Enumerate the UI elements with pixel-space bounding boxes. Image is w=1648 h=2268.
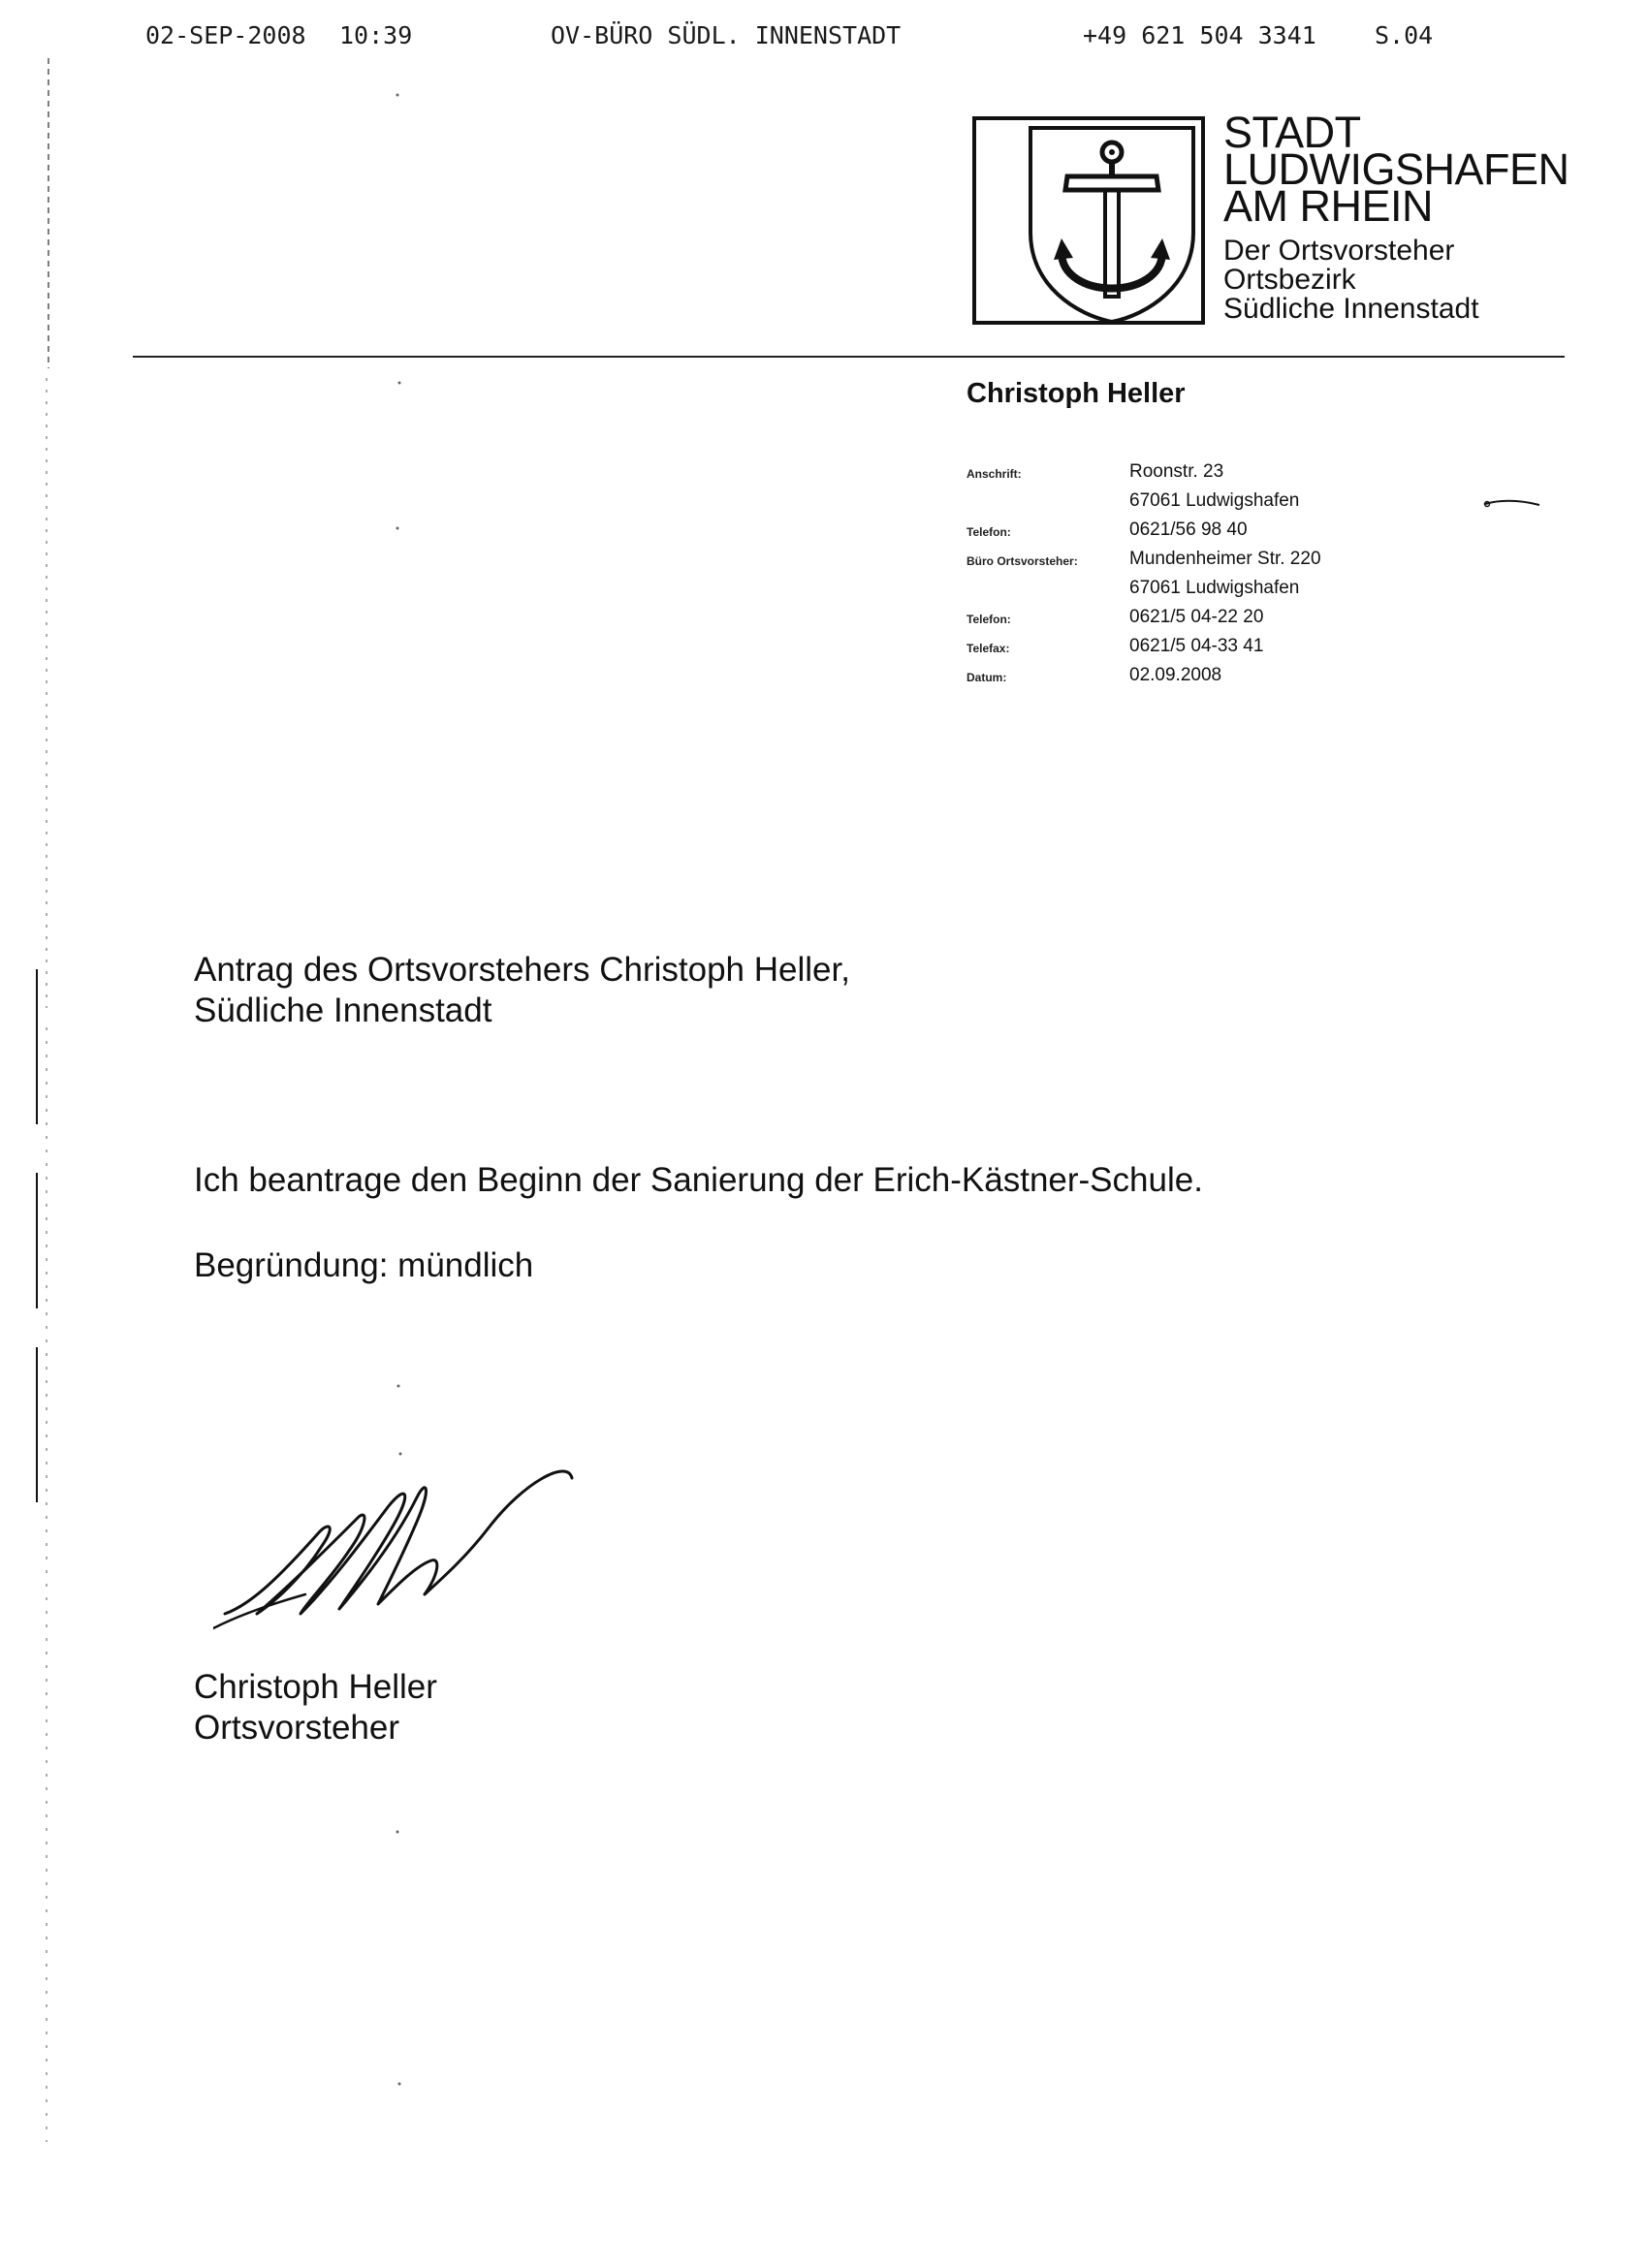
sender-name: Christoph Heller (967, 378, 1186, 409)
detail-row (967, 490, 1509, 520)
office-line-3: Südliche Innenstadt (1223, 293, 1479, 325)
city-name-line-3: AM RHEIN (1223, 181, 1434, 231)
city-name-line-2: LUDWIGSHAFEN (1223, 144, 1569, 194)
detail-value: 02.09.2008 (1129, 665, 1222, 685)
detail-row (967, 549, 1509, 578)
detail-label: Datum: (967, 671, 1007, 684)
detail-label: Telefon: (967, 525, 1011, 539)
handwritten-arrow-mark (1483, 496, 1541, 510)
letterhead (1223, 108, 1631, 325)
detail-value: 67061 Ludwigshafen (1129, 490, 1300, 511)
subject-line-1: Antrag des Ortsvorstehers Christoph Heller, (194, 951, 850, 989)
subject (194, 950, 850, 1031)
detail-row (967, 636, 1509, 665)
detail-row (967, 607, 1509, 636)
detail-value: 0621/56 98 40 (1129, 520, 1248, 540)
office-line-1: Der Ortsvorsteher (1223, 235, 1455, 267)
subject-line-2: Südliche Innenstadt (194, 992, 492, 1029)
signatory-name: Christoph Heller (194, 1668, 437, 1706)
fax-date: 02-SEP-2008 (145, 21, 306, 49)
fax-phone: +49 621 504 3341 (1083, 21, 1316, 49)
detail-value: 67061 Ludwigshafen (1129, 578, 1300, 598)
detail-label: Telefon: (967, 613, 1011, 626)
detail-row (967, 578, 1509, 607)
scan-edge-artifacts (35, 58, 64, 2142)
header-rule (133, 356, 1565, 358)
detail-value: Mundenheimer Str. 220 (1129, 549, 1321, 569)
request-text: Ich beantrage den Beginn der Sanierung der Erich-Kästner-Schule. (194, 1161, 1203, 1199)
detail-label: Büro Ortsvorsteher: (967, 554, 1078, 568)
city-name-line-1: STADT (1223, 108, 1361, 157)
detail-row (967, 461, 1509, 490)
detail-value: 0621/5 04-22 20 (1129, 607, 1264, 627)
signatory-title: Ortsvorsteher (194, 1709, 399, 1747)
contact-details (967, 461, 1509, 694)
scan-noise (368, 87, 446, 2171)
detail-value: 0621/5 04-33 41 (1129, 636, 1264, 656)
fax-office: OV-BÜRO SÜDL. INNENSTADT (551, 21, 902, 49)
detail-value: Roonstr. 23 (1129, 461, 1224, 482)
detail-label: Anschrift: (967, 467, 1022, 481)
anchor-coat-of-arms-icon (972, 116, 1205, 325)
detail-row (967, 665, 1509, 694)
reason-text: Begründung: mündlich (194, 1246, 534, 1284)
fax-time: 10:39 (339, 21, 413, 49)
detail-row (967, 520, 1509, 549)
fax-header (145, 21, 1454, 60)
detail-label: Telefax: (967, 642, 1010, 655)
office-line-2: Ortsbezirk (1223, 264, 1356, 296)
fax-page: S.04 (1375, 21, 1434, 49)
